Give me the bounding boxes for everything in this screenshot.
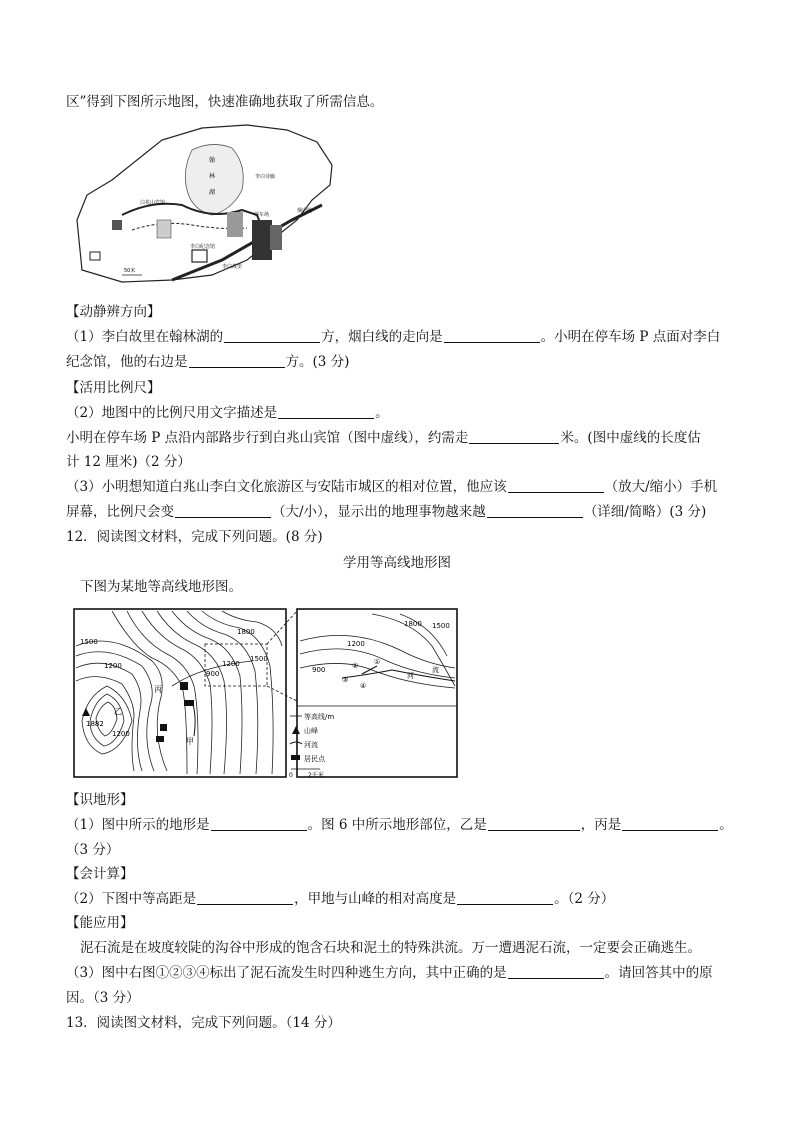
q12-q3-text-a: （3）图中右图①②③④标出了泥石流发生时四种逃生方向，其中正确的是	[66, 965, 507, 981]
q11-q3-text-a: （3）小明想知道白兆山李白文化旅游区与安陆市城区的相对位置，他应该	[66, 479, 507, 495]
contour-label: 1200	[222, 660, 240, 668]
q11-q2-line1	[66, 403, 389, 423]
arrow-label-4: ④	[360, 682, 367, 690]
q11-q3-line1	[66, 477, 717, 497]
answer-blank[interactable]	[175, 503, 271, 518]
q13-heading: 13．阅读图文材料，完成下列问题。（14 分）	[66, 1015, 341, 1031]
q11-q1-text-a: （1）李白故里在翰林湖的	[66, 329, 224, 345]
river-label: 河	[407, 672, 414, 680]
arrow-label-1: ①	[374, 658, 381, 666]
contour-map	[72, 606, 462, 781]
q11-q2-text-d: 米。(图中虚线的长度估	[560, 430, 701, 446]
map1-label-yanbai: 烟白线	[297, 208, 313, 214]
legend-contour: 等高线/m	[304, 713, 335, 721]
map1-label-hotel: 白兆山宾馆	[140, 200, 166, 206]
answer-blank[interactable]	[189, 353, 285, 368]
answer-blank[interactable]	[469, 429, 559, 444]
q12-section-terrain: 【识地形】	[66, 792, 134, 808]
q12-q3-text-b: 。请回答其中的原	[604, 965, 713, 981]
map1-lake-label-3: 湖	[208, 189, 216, 196]
place-bing: 丙	[154, 685, 162, 694]
q12-q3-line2: 因。（3 分）	[66, 990, 140, 1006]
answer-blank[interactable]	[444, 328, 540, 343]
q12-q1-text-b: 。图 6 中所示地形部位，乙是	[307, 817, 487, 833]
map1-lake-label: 翰	[208, 157, 216, 164]
q11-q2-text-c: 小明在停车场 P 点沿内部路步行到白兆山宾馆（图中虚线），约需走	[66, 430, 469, 446]
scenic-area-map	[72, 120, 352, 290]
map1-label-memorial: 李白纪念馆	[190, 244, 216, 250]
q12-q2-text-b: ，甲地与山峰的相对高度是	[294, 891, 457, 907]
answer-blank[interactable]	[487, 503, 583, 518]
map1-lake-label-2: 林	[208, 173, 216, 180]
q11-q2-line2	[66, 428, 701, 448]
legend-river: 河流	[304, 741, 318, 749]
intro-line: 区”得到下图所示地图，快速准确地获取了所需信息。	[66, 94, 384, 110]
contour-label: 1500	[250, 655, 268, 663]
contour-label: 1200	[112, 730, 130, 738]
map1-scale: 50米	[124, 268, 136, 274]
q11-q3-text-c: 屏幕，比例尺会变	[66, 504, 174, 520]
q12-title: 学用等高线地形图	[343, 555, 451, 571]
contour-label: 1500	[432, 622, 450, 630]
river-label-2: 流	[432, 666, 439, 674]
q12-heading: 12．阅读图文材料，完成下列问题。(8 分)	[66, 529, 323, 545]
map1-label-parking: 停车场	[254, 212, 270, 218]
place-jia: 甲	[186, 737, 194, 746]
q12-material: 泥石流是在坡度较陡的沟谷中形成的饱含石块和泥土的特殊洪流。万一遭遇泥石流，一定要会正确逃生。	[80, 940, 701, 956]
q12-q2-text-c: 。（2 分）	[554, 891, 615, 907]
contour-label: 1200	[347, 640, 365, 648]
scale-zero: 0	[289, 772, 293, 779]
q12-section-calc: 【会计算】	[66, 866, 134, 882]
q11-q3-text-b: （放大/缩小）手机	[604, 479, 718, 495]
contour-label: 1800	[237, 628, 255, 636]
answer-blank[interactable]	[211, 816, 307, 831]
answer-blank[interactable]	[508, 478, 604, 493]
contour-label: 1500	[80, 638, 98, 646]
q12-section-apply: 【能应用】	[66, 915, 134, 931]
contour-label: 1200	[104, 662, 122, 670]
q12-intro: 下图为某地等高线地形图。	[80, 579, 242, 595]
q11-section-scale: 【活用比例尺】	[66, 380, 161, 396]
q12-q1-text-d: 。	[719, 817, 733, 833]
arrow-label-3: ③	[342, 676, 349, 684]
answer-blank[interactable]	[278, 404, 374, 419]
q11-q2-text-b: 。	[375, 405, 389, 421]
q11-q2-text-a: （2）地图中的比例尺用文字描述是	[66, 405, 278, 421]
q12-q1-text-a: （1）图中所示的地形是	[66, 817, 210, 833]
legend-peak: 山峰	[304, 727, 318, 735]
answer-blank[interactable]	[197, 890, 293, 905]
q11-section-direction: 【动静辨方向】	[66, 304, 161, 320]
contour-label: 900	[206, 670, 220, 678]
q12-q1-line1	[66, 815, 733, 835]
q11-q1-text-d: 纪念馆，他的右边是	[66, 354, 188, 370]
q12-q1-line2: （3 分）	[66, 842, 120, 858]
q11-q3-text-e: （详细/简略）(3 分)	[583, 504, 707, 520]
q12-q1-text-c: ，丙是	[580, 817, 622, 833]
q11-q1-line1	[66, 327, 720, 347]
answer-blank[interactable]	[622, 816, 718, 831]
q11-q1-text-e: 方。(3 分)	[285, 354, 350, 370]
q11-q3-line2	[66, 502, 706, 522]
legend-settlement: 居民点	[304, 755, 325, 763]
map1-label-former: 李白故里	[222, 264, 243, 270]
arrow-label-2: ②	[352, 662, 359, 670]
contour-label: 1800	[404, 620, 422, 628]
scale-km: 2千米	[308, 772, 324, 779]
peak-label: 1882	[86, 720, 104, 728]
q12-q3-line1	[66, 963, 713, 983]
q11-q1-text-c: 。小明在停车场 P 点面对李白	[540, 329, 721, 345]
q12-q2-text-a: （2）下图中等高距是	[66, 891, 197, 907]
place-yi: 乙	[114, 707, 122, 716]
answer-blank[interactable]	[508, 964, 604, 979]
q11-q1-line2	[66, 352, 349, 372]
q12-q2-line	[66, 889, 614, 909]
contour-label: 900	[312, 666, 326, 674]
map1-label-poem: 李白诗廊	[255, 174, 276, 180]
answer-blank[interactable]	[488, 816, 580, 831]
answer-blank[interactable]	[224, 328, 320, 343]
q11-q2-line3: 计 12 厘米)（2 分）	[66, 454, 191, 470]
q11-q3-text-d: （大/小），显示出的地理事物越来越	[272, 504, 486, 520]
q11-q1-text-b: 方，烟白线的走向是	[321, 329, 443, 345]
answer-blank[interactable]	[457, 890, 553, 905]
